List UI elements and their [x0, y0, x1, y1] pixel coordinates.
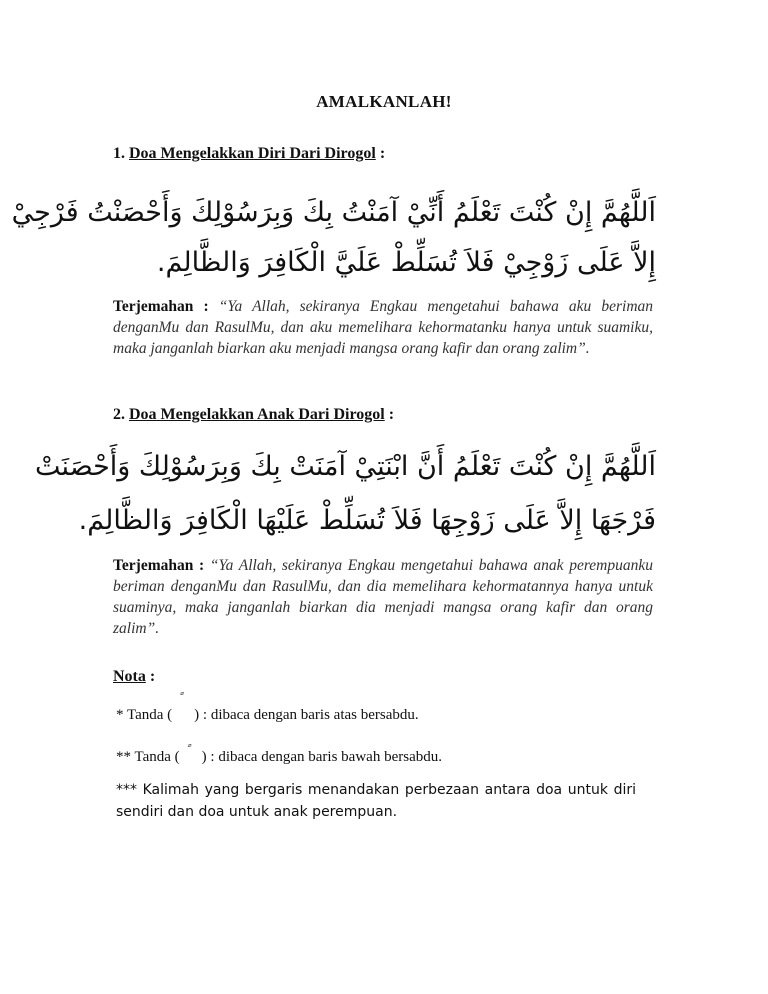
section2-number: 2.	[113, 406, 125, 423]
section1-translation-sep: :	[203, 298, 209, 315]
nota-item1-suffix: ) : dibaca dengan baris atas bersabdu.	[194, 707, 419, 723]
section2-title: Doa Mengelakkan Anak Dari Dirogol	[129, 406, 385, 423]
section1-title: Doa Mengelakkan Diri Dari Dirogol	[129, 145, 376, 162]
section2-translation	[113, 555, 653, 639]
section1-translation-label: Terjemahan	[113, 298, 194, 315]
section2-translation-text: “Ya Allah, sekiranya Engkau mengetahui bahawa anak perempuanku beriman denganMu dan RasulMu, dan dia memelihara kehormatannya hanya untuk suaminya, maka janganlah biarkan dia menjadi mangsa orang kafir dan orang zalim”.	[113, 557, 653, 637]
nota-heading	[113, 668, 155, 686]
section1-colon: :	[379, 145, 386, 162]
section1-arabic-line2: إِلاَّ عَلَى زَوْجِيْ فَلاَ تُسَلِّطْ عَلَيَّ الْكَافِرَ وَالظَّالِمَ.	[156, 247, 656, 278]
section1-number: 1.	[113, 145, 125, 162]
nota-item-3: *** Kalimah yang bergaris menandakan perbezaan antara doa untuk diri sendiri dan doa untuk anak perempuan.	[116, 782, 636, 820]
section2-translation-sep: :	[199, 557, 205, 574]
nota-item2-symbol	[180, 749, 202, 766]
nota-item-1	[116, 707, 419, 724]
nota-item-2	[116, 749, 442, 766]
section2-translation-label: Terjemahan	[113, 557, 194, 574]
section2-heading	[113, 406, 394, 424]
nota-item2-suffix: ) : dibaca dengan baris bawah bersabdu.	[201, 749, 442, 765]
nota-item2-prefix: ** Tanda (	[116, 749, 180, 765]
section2-colon: :	[388, 406, 395, 423]
page-title: AMALKANLAH!	[316, 92, 452, 111]
section1-heading	[113, 145, 385, 163]
nota-item1-prefix: * Tanda (	[116, 707, 173, 723]
nota-title: Nota	[113, 668, 146, 685]
section2-arabic-line2: فَرْجَهَا إِلاَّ عَلَى زَوْجِهَا فَلاَ تُسَلِّطْ عَلَيْهَا الْكَافِرَ وَالظَّالِمَ.	[78, 505, 656, 536]
section2-arabic-line1: اَللَّهُمَّ إِنْ كُنْتَ تَعْلَمُ أَنَّ ابْنَتِيْ آمَنَتْ بِكَ وَبِرَسُوْلِكَ وَأَحْصَنَتْ	[35, 451, 656, 482]
section1-arabic-line1: اَللَّهُمَّ إِنْ كُنْتَ تَعْلَمُ أَنِّيْ آمَنْتُ بِكَ وَبِرَسُوْلِكَ وَأَحْصَنْتُ فَرْجِيْ	[11, 197, 656, 228]
section1-translation-text: “Ya Allah, sekiranya Engkau mengetahui bahawa aku beriman denganMu dan RasulMu, dan aku memelihara kehormatanku hanya untuk suamiku, maka janganlah biarkan aku menjadi mangsa orang kafir dan orang zalim”.	[113, 298, 654, 357]
nota-colon: :	[149, 668, 156, 685]
section1-translation	[113, 296, 653, 359]
nota-item1-symbol	[172, 707, 194, 724]
